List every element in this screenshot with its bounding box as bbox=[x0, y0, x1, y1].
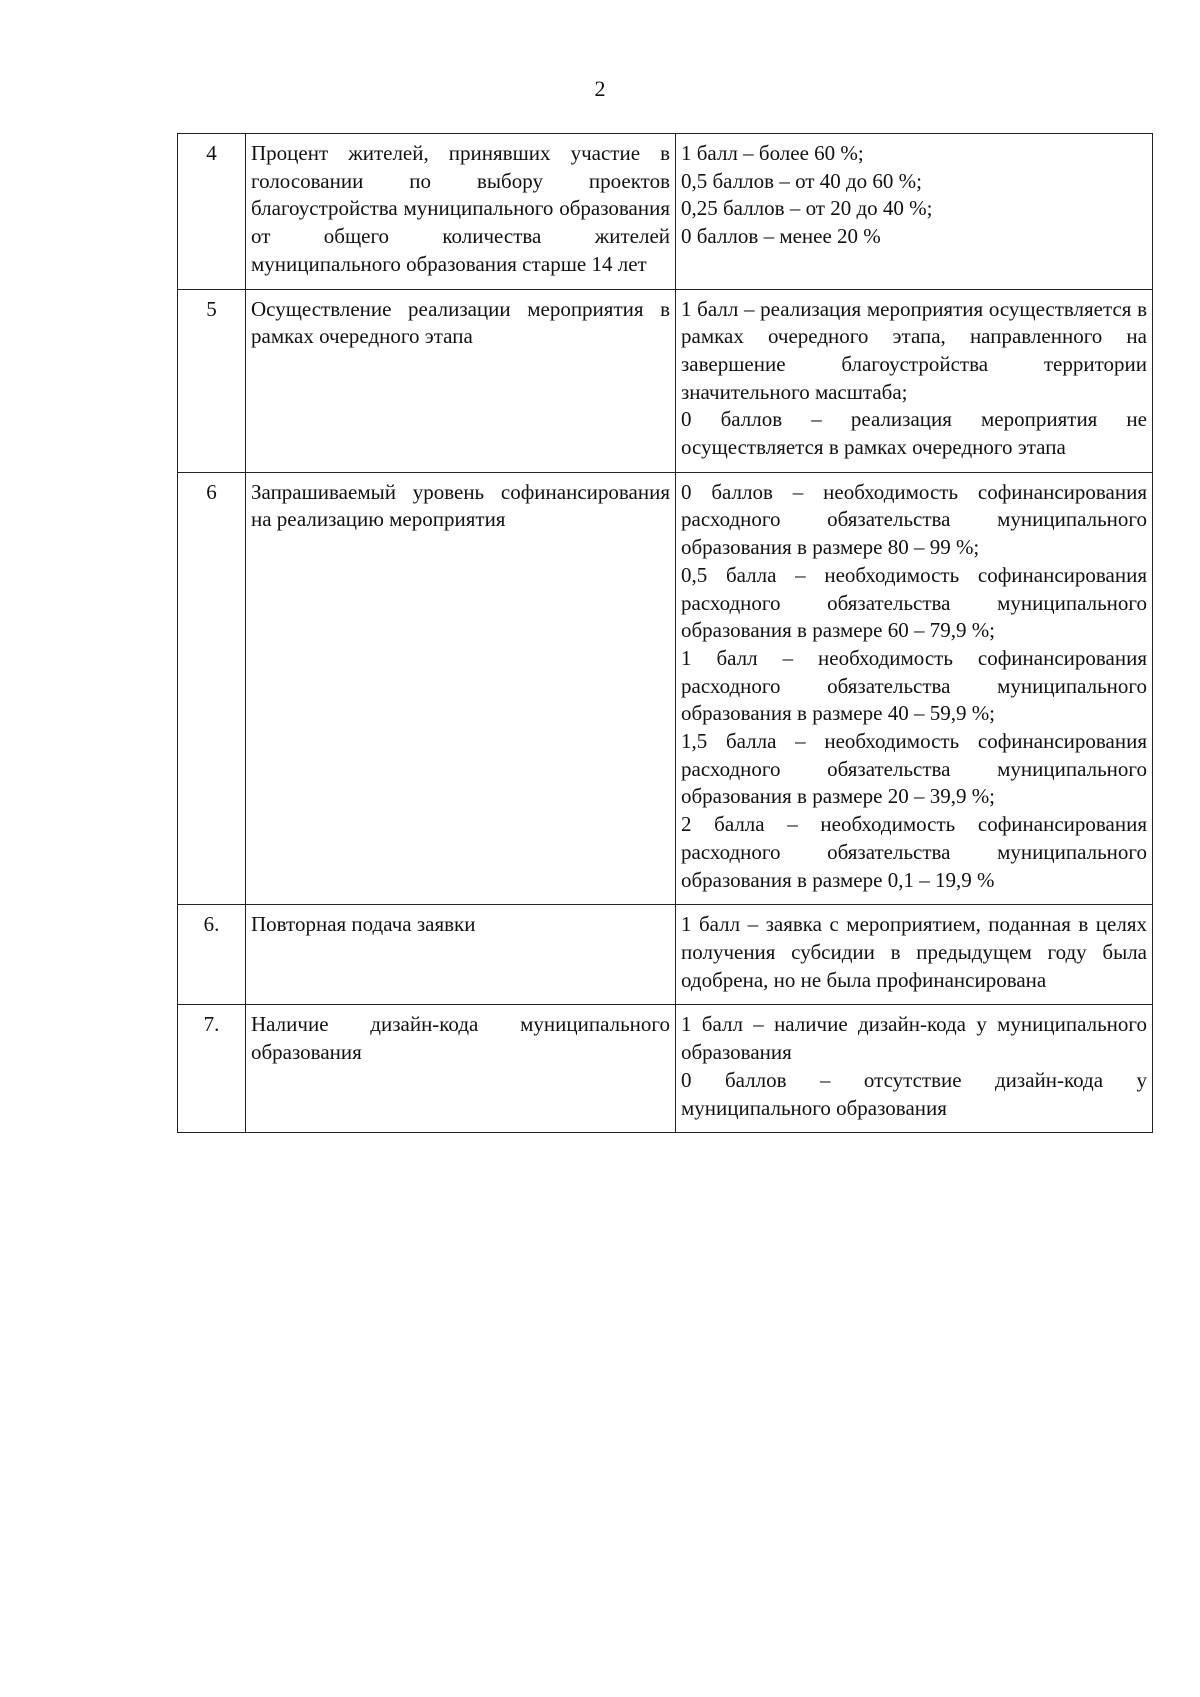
score-line: 1 балл – реализация мероприятия осуществляется в рамках очередного этапа, направленного на завершение благоустройства территории значительного масштаба; bbox=[681, 296, 1147, 404]
table-row bbox=[178, 289, 1153, 472]
table-row bbox=[178, 134, 1153, 290]
score-line: 0 баллов – отсутствие дизайн-кода у муниципального образования bbox=[681, 1067, 1147, 1120]
criterion-text: Повторная подача заявки bbox=[246, 905, 676, 1005]
row-number: 6. bbox=[178, 905, 246, 1005]
score-line: 0,5 балла – необходимость софинансирования расходного обязательства муниципального образования в размере 60 – 79,9 %; bbox=[681, 562, 1147, 643]
row-number: 5 bbox=[178, 289, 246, 472]
score-line: 0,25 баллов – от 20 до 40 %; bbox=[681, 196, 933, 221]
row-number: 4 bbox=[178, 134, 246, 290]
score-line: 1 балл – необходимость софинансирования расходного обязательства муниципального образования в размере 40 – 59,9 %; bbox=[681, 645, 1147, 726]
score-cell bbox=[676, 472, 1153, 905]
score-cell bbox=[676, 134, 1153, 290]
row-number: 6 bbox=[178, 472, 246, 905]
table-row bbox=[178, 905, 1153, 1005]
score-line: 1 балл – заявка с мероприятием, поданная в целях получения субсидии в предыдущем году была одобрена, но не была профинансирована bbox=[681, 912, 1147, 992]
score-cell bbox=[676, 1005, 1153, 1133]
score-line: 2 балла – необходимость софинансирования расходного обязательства муниципального образования в размере 0,1 – 19,9 % bbox=[681, 812, 1147, 892]
score-line: 0,5 баллов – от 40 до 60 %; bbox=[681, 168, 922, 193]
criterion-text: Запрашиваемый уровень софинансирования на реализацию мероприятия bbox=[246, 472, 676, 905]
score-line: 0 баллов – необходимость софинансирования расходного обязательства муниципального образования в размере 80 – 99 %; bbox=[681, 479, 1147, 560]
score-line: 0 баллов – реализация мероприятия не осуществляется в рамках очередного этапа bbox=[681, 407, 1147, 460]
table-row bbox=[178, 472, 1153, 905]
criterion-text: Процент жителей, принявших участие в голосовании по выбору проектов благоустройства муниципального образования от общего количества жителей муниципального образования старше 14 лет bbox=[246, 134, 676, 290]
criterion-text: Наличие дизайн-кода муниципального образования bbox=[246, 1005, 676, 1133]
criterion-text: Осуществление реализации мероприятия в рамках очередного этапа bbox=[246, 289, 676, 472]
row-number: 7. bbox=[178, 1005, 246, 1133]
page-number: 2 bbox=[594, 76, 606, 101]
score-line: 1,5 балла – необходимость софинансирования расходного обязательства муниципального образования в размере 20 – 39,9 %; bbox=[681, 729, 1147, 809]
score-line: 0 баллов – менее 20 % bbox=[681, 224, 881, 249]
table-row bbox=[178, 1005, 1153, 1133]
criteria-table bbox=[177, 133, 1153, 1133]
score-cell bbox=[676, 905, 1153, 1005]
score-cell bbox=[676, 289, 1153, 472]
score-line: 1 балл – наличие дизайн-кода у муниципального образования bbox=[681, 1012, 1147, 1065]
score-line: 1 балл – более 60 %; bbox=[681, 141, 864, 165]
